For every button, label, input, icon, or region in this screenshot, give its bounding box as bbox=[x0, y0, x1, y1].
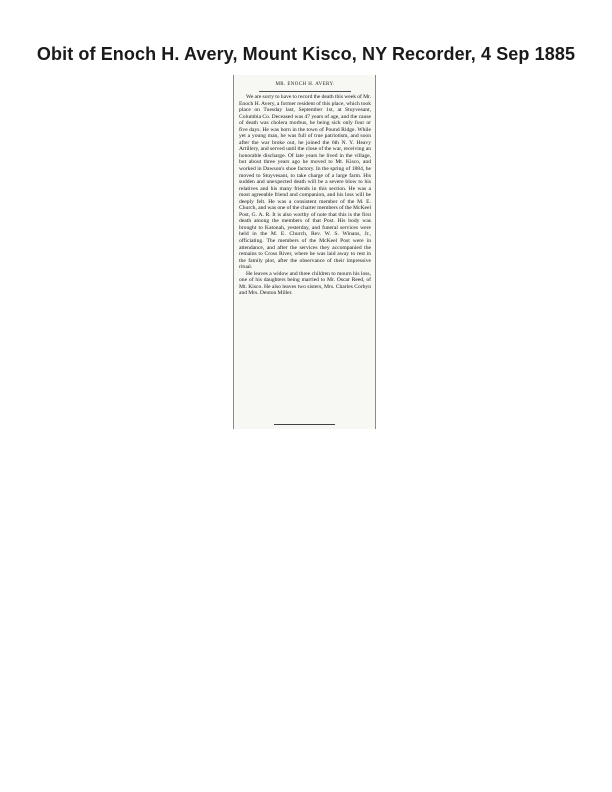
headline-divider bbox=[259, 91, 351, 92]
clipping-paragraph: He leaves a widow and three children to mourn his loss, one of his daughters being married to Mr. Oscar Reed, of Mt. Kisco. He also leaves two sisters, Mrs. Charles Corbyn and Mrs. Denton Miller. bbox=[239, 270, 371, 297]
newspaper-clipping-image bbox=[233, 75, 376, 429]
end-divider bbox=[274, 424, 335, 425]
clipping-paragraph: We are sorry to have to record the death this week of Mr. Enoch H. Avery, a former resident of this place, which took place on Tuesday last, September 1st, at Stuyvesant, Columbia Co. Deceased was 47 years of age, and the cause of death was cholera morbus, he being sick only four or five days. He was born in the town of Pound Ridge. While yet a young man, he was full of true patriotism, and soon after the war broke out, he joined the 6th N. Y. Heavy Artillery, and served until the close of the war, receiving an honorable discharge. Of late years he lived in the village, but about three years ago he moved to Mt. Kisco, and worked in Dawson's shoe factory. In the spring of 1884, he moved to Stuyvesant, to take charge of a large farm. His sudden and unexpected death will be a severe blow to his relatives and his many friends in this section. He was a most agreeable friend and companion, and his loss will be deeply felt. He was a consistent member of the M. E. Church, and was one of the charter members of the McKeel Post, G. A. R. It is also worthy of note that this is the first death among the members of that Post. His body was brought to Katonah, yesterday, and funeral services were held in the M. E. Church, Rev. W. S. Winans, Jr., officiating. The members of the McKeel Post were in attendance, and after the services they accompanied the remains to Cross River, where he was laid away to rest in the family plot, after the observance of their impressive ritual. bbox=[239, 94, 371, 271]
clipping-headline: MR. ENOCH H. AVERY. bbox=[275, 82, 335, 87]
page-title: Obit of Enoch H. Avery, Mount Kisco, NY Recorder, 4 Sep 1885 bbox=[36, 44, 576, 64]
